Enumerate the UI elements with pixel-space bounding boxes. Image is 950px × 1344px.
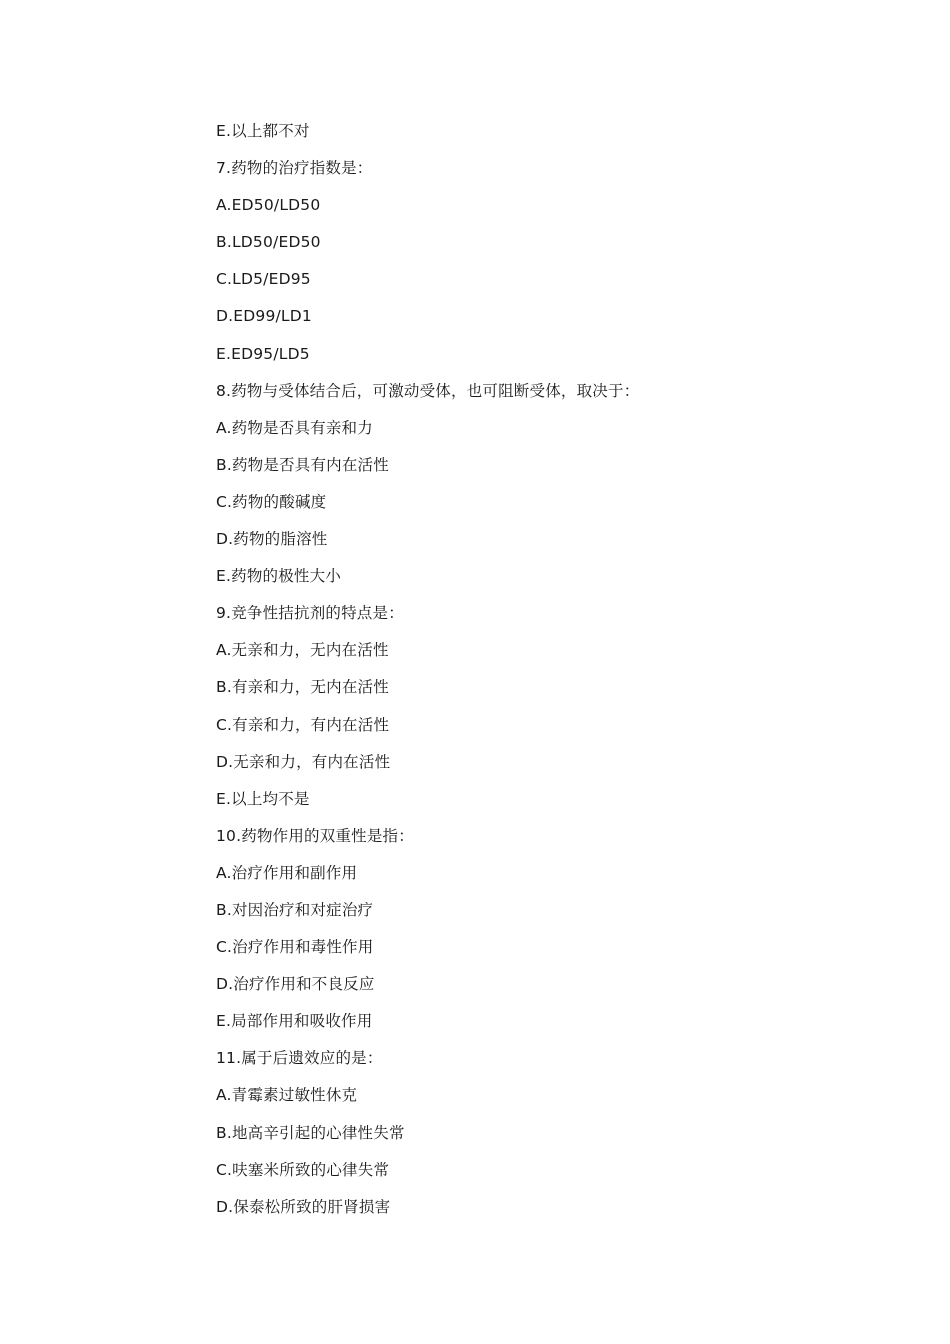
q7-option-e: E.ED95/LD5 [216,344,310,363]
q11-option-d: D.保泰松所致的肝肾损害 [216,1197,391,1216]
q7-option-a: A.ED50/LD50 [216,196,321,215]
q11-option-a: A.青霉素过敏性休克 [216,1086,358,1105]
q8-option-b: B.药物是否具有内在活性 [216,455,389,474]
question-10: 10.药物作用的双重性是指： [216,826,414,845]
q8-option-e: E.药物的极性大小 [216,567,342,586]
option-e-prev: E.以上都不对 [216,122,310,140]
q9-option-a: A.无亲和力，无内在活性 [216,641,389,660]
q11-option-b: B.地高辛引起的心律性失常 [216,1123,405,1142]
q10-option-a: A.治疗作用和副作用 [216,863,358,882]
q9-option-b: B.有亲和力，无内在活性 [216,678,389,697]
q9-option-c: C.有亲和力，有内在活性 [216,715,390,734]
q11-option-c: C.呋塞米所致的心律失常 [216,1160,390,1179]
q9-option-d: D.无亲和力，有内在活性 [216,752,391,771]
question-9: 9.竞争性拮抗剂的特点是： [216,604,404,623]
q7-option-b: B.LD50/ED50 [216,233,321,252]
q10-option-d: D.治疗作用和不良反应 [216,975,375,994]
question-11: 11.属于后遗效应的是： [216,1049,383,1068]
q8-option-a: A.药物是否具有亲和力 [216,418,373,437]
q8-option-d: D.药物的脂溶性 [216,530,328,549]
q9-option-e: E.以上均不是 [216,789,310,808]
question-7: 7.药物的治疗指数是： [216,159,373,178]
q10-option-b: B.对因治疗和对症治疗 [216,900,374,919]
q10-option-c: C.治疗作用和毒性作用 [216,938,374,957]
question-8: 8.药物与受体结合后，可激动受体，也可阻断受体，取决于： [216,381,640,400]
q8-option-c: C.药物的酸碱度 [216,492,327,511]
q7-option-d: D.ED99/LD1 [216,307,312,326]
q7-option-c: C.LD5/ED95 [216,270,311,289]
q10-option-e: E.局部作用和吸收作用 [216,1012,373,1031]
question-list [216,113,896,1226]
